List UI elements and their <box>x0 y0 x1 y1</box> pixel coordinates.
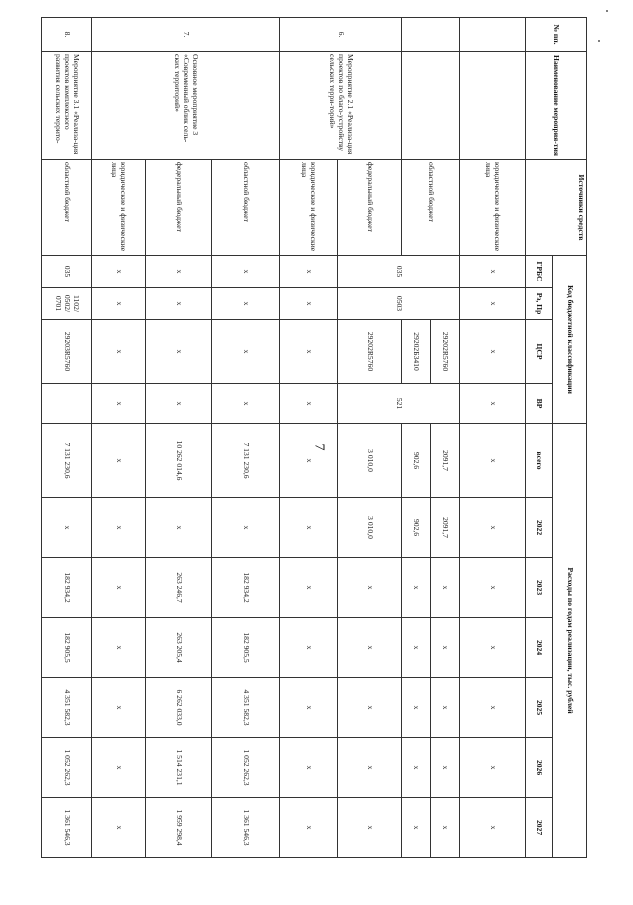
cell-2027: х <box>338 798 402 858</box>
cell-2024: х <box>431 618 460 678</box>
cell-2026: 1 052 262,3 <box>212 738 280 798</box>
header-row-1 <box>553 18 587 858</box>
cell-2026: х <box>402 738 431 798</box>
cell-source: областной бюджет <box>402 160 460 256</box>
cell-rzpr: х <box>212 288 280 320</box>
cell-2023: х <box>431 558 460 618</box>
cell-2022: х <box>280 498 338 558</box>
header-grbs: ГРБС <box>526 256 553 288</box>
cell-name: Основное мероприятие 3 «Современный облик сель-ских территорий» <box>92 52 280 160</box>
header-2027: 2027 <box>526 798 553 858</box>
cell-source: областной бюджет <box>212 160 280 256</box>
header-2025: 2025 <box>526 678 553 738</box>
cell-csr: 29203R5760 <box>42 320 92 384</box>
cell-2027: 1 361 546,3 <box>42 798 92 858</box>
cell-vr <box>42 384 92 424</box>
cell-total: 2091,7 <box>431 424 460 498</box>
header-name: Наименование мероприя-тия <box>526 52 587 160</box>
cell-2024: х <box>280 618 338 678</box>
cell-total: 3 010,0 <box>338 424 402 498</box>
budget-table <box>41 17 587 858</box>
cell-2025: х <box>431 678 460 738</box>
cell-csr: х <box>212 320 280 384</box>
scan-speck <box>606 10 608 12</box>
cell-vr: х <box>280 384 338 424</box>
cell-total: х <box>92 424 146 498</box>
cell-2027: 1 959 298,4 <box>146 798 212 858</box>
cell-2024: х <box>402 618 431 678</box>
cell-2026: 1 514 231,1 <box>146 738 212 798</box>
cell-vr: х <box>92 384 146 424</box>
cell-source: федеральный бюджет <box>146 160 212 256</box>
cell-num: 7. <box>92 18 280 52</box>
cell-2026: х <box>431 738 460 798</box>
table-row <box>431 18 460 858</box>
cell-2025: 4 351 582,3 <box>42 678 92 738</box>
cell-grbs: х <box>280 256 338 288</box>
cell-rzpr: х <box>146 288 212 320</box>
cell-2022: 902,6 <box>402 498 431 558</box>
scan-speck <box>598 40 600 42</box>
cell-2026: х <box>338 738 402 798</box>
cell-2025: 6 262 033,0 <box>146 678 212 738</box>
header-num: № пп. <box>526 18 587 52</box>
cell-2027: х <box>92 798 146 858</box>
cell-csr: 29202R5760 <box>431 320 460 384</box>
cell-rzpr: 1102/ 0502/ 0701 <box>42 288 92 320</box>
header-source: Источники средств <box>526 160 587 256</box>
cell-2026: х <box>92 738 146 798</box>
cell-csr: 29202Б3410 <box>402 320 431 384</box>
cell-source: юридические и физические лица <box>280 160 338 256</box>
cell-grbs: х <box>212 256 280 288</box>
cell-rzpr: х <box>280 288 338 320</box>
table-row <box>42 18 92 858</box>
cell-csr: х <box>146 320 212 384</box>
header-total: всего <box>526 424 553 498</box>
cell-source: юридические и физические лица <box>92 160 146 256</box>
cell-num: 6. <box>280 18 402 52</box>
cell-2023: х <box>338 558 402 618</box>
cell-2026: х <box>460 738 526 798</box>
cell-total: х <box>460 424 526 498</box>
cell-num <box>460 18 526 52</box>
header-2026: 2026 <box>526 738 553 798</box>
cell-2022: х <box>146 498 212 558</box>
header-2022: 2022 <box>526 498 553 558</box>
header-code-group: Код бюджетной классификации <box>553 256 587 424</box>
cell-name: Мероприятие 2.1 «Реализа-ция проектов по благо-устройству сельских терри-торий» <box>280 52 402 160</box>
header-2023: 2023 <box>526 558 553 618</box>
cell-grbs: 035 <box>42 256 92 288</box>
cell-grbs: х <box>460 256 526 288</box>
cell-2023: 182 934,2 <box>212 558 280 618</box>
cell-total: 902,6 <box>402 424 431 498</box>
cell-csr: х <box>280 320 338 384</box>
cell-2022: х <box>42 498 92 558</box>
cell-2024: х <box>92 618 146 678</box>
cell-source: юридические и физические лица <box>460 160 526 256</box>
cell-2027: 1 361 546,3 <box>212 798 280 858</box>
cell-2022: 3 010,0 <box>338 498 402 558</box>
cell-2022: х <box>212 498 280 558</box>
cell-source: областной бюджет <box>42 160 92 256</box>
cell-vr: 521 <box>338 384 460 424</box>
cell-name: Мероприятие 3.1 «Реализа-ция проектов комплексного развития сельских террито- <box>42 52 92 160</box>
cell-2024: х <box>338 618 402 678</box>
cell-2024: 182 905,5 <box>212 618 280 678</box>
cell-csr: 29202R5760 <box>338 320 402 384</box>
cell-csr: х <box>92 320 146 384</box>
cell-2024: 263 205,4 <box>146 618 212 678</box>
cell-2022: х <box>460 498 526 558</box>
header-rzpr: Рз, Пр <box>526 288 553 320</box>
cell-rzpr: х <box>460 288 526 320</box>
cell-2025: х <box>338 678 402 738</box>
cell-2025: х <box>402 678 431 738</box>
cell-2027: х <box>431 798 460 858</box>
cell-num <box>402 18 460 52</box>
table-row <box>338 18 402 858</box>
cell-2025: х <box>280 678 338 738</box>
cell-2023: 182 934,2 <box>42 558 92 618</box>
cell-2023: х <box>92 558 146 618</box>
header-expense-group: Расходы по годам реализации, тыс. рублей <box>553 424 587 858</box>
cell-2022: 2091,7 <box>431 498 460 558</box>
cell-name <box>402 52 460 160</box>
cell-total: 10 262 014,6 <box>146 424 212 498</box>
cell-2027: х <box>402 798 431 858</box>
cell-2023: х <box>402 558 431 618</box>
cell-grbs: х <box>146 256 212 288</box>
header-csr: ЦСР <box>526 320 553 384</box>
cell-total: 7 131 230,6 <box>212 424 280 498</box>
cell-vr: х <box>212 384 280 424</box>
cell-name <box>460 52 526 160</box>
table-row <box>460 18 526 858</box>
cell-2025: х <box>460 678 526 738</box>
cell-2023: 263 246,7 <box>146 558 212 618</box>
cell-2026: 1 052 262,3 <box>42 738 92 798</box>
cell-grbs: 035 <box>338 256 460 288</box>
cell-vr: х <box>460 384 526 424</box>
cell-csr: х <box>460 320 526 384</box>
cell-2022: х <box>92 498 146 558</box>
cell-2027: х <box>280 798 338 858</box>
cell-2025: 4 351 582,3 <box>212 678 280 738</box>
cell-2023: х <box>280 558 338 618</box>
cell-num: 8. <box>42 18 92 52</box>
rotated-page <box>46 17 587 857</box>
cell-vr: х <box>146 384 212 424</box>
cell-grbs: х <box>92 256 146 288</box>
cell-rzpr: 0503 <box>338 288 460 320</box>
page-number: 7 <box>311 443 327 451</box>
table-row <box>212 18 280 858</box>
header-vr: ВР <box>526 384 553 424</box>
cell-2024: 182 905,5 <box>42 618 92 678</box>
cell-2025: х <box>92 678 146 738</box>
cell-2027: х <box>460 798 526 858</box>
header-2024: 2024 <box>526 618 553 678</box>
cell-source: федеральный бюджет <box>338 160 402 256</box>
cell-total: х <box>280 424 338 498</box>
cell-rzpr: х <box>92 288 146 320</box>
cell-2024: х <box>460 618 526 678</box>
cell-total: 7 131 230,6 <box>42 424 92 498</box>
cell-2023: х <box>460 558 526 618</box>
cell-2026: х <box>280 738 338 798</box>
